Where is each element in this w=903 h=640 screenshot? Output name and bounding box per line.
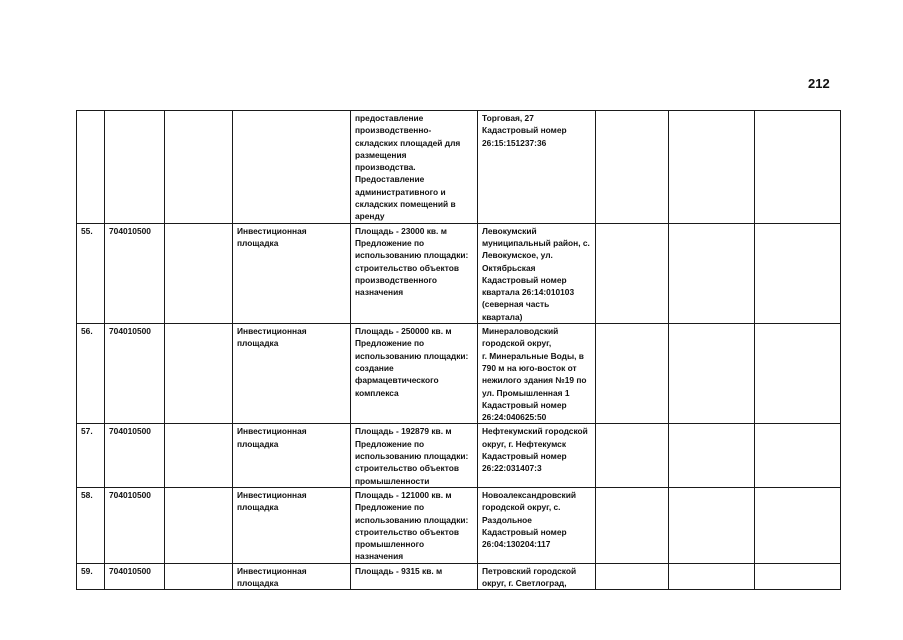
description-cell: Площадь - 192879 кв. м Предложение по использованию площадки: строительство объектов промышленности (351, 424, 478, 487)
empty-cell (596, 111, 669, 224)
type-cell: Инвестиционная площадка (233, 487, 351, 563)
code-cell: 704010500 (105, 223, 165, 323)
empty-cell (165, 111, 233, 224)
row-number-cell: 58. (77, 487, 105, 563)
empty-cell (755, 563, 841, 590)
investment-sites-table (76, 110, 841, 590)
table-row (77, 487, 841, 563)
empty-cell (755, 324, 841, 424)
type-cell (233, 111, 351, 224)
code-cell: 704010500 (105, 324, 165, 424)
empty-cell (669, 111, 755, 224)
empty-cell (165, 223, 233, 323)
empty-cell (669, 563, 755, 590)
empty-cell (669, 424, 755, 487)
table-row (77, 324, 841, 424)
row-number-cell (77, 111, 105, 224)
location-cell: Минераловодский городской округ, г. Минеральные Воды, в 790 м на юго-восток от нежилого здания №19 по ул. Промышленная 1 Кадастровый номер 26:24:040625:50 (478, 324, 596, 424)
location-cell: Торговая, 27 Кадастровый номер 26:15:151237:36 (478, 111, 596, 224)
description-cell: Площадь - 250000 кв. м Предложение по использованию площадки: создание фармацевтического комплекса (351, 324, 478, 424)
code-cell: 704010500 (105, 487, 165, 563)
empty-cell (165, 563, 233, 590)
empty-cell (165, 424, 233, 487)
empty-cell (596, 563, 669, 590)
empty-cell (165, 487, 233, 563)
table-row (77, 223, 841, 323)
empty-cell (669, 223, 755, 323)
empty-cell (165, 324, 233, 424)
empty-cell (596, 324, 669, 424)
row-number-cell: 57. (77, 424, 105, 487)
description-cell: Площадь - 121000 кв. м Предложение по использованию площадки: строительство объектов промышленного назначения (351, 487, 478, 563)
empty-cell (755, 487, 841, 563)
description-cell: предоставление производственно- складских площадей для размещения производства. Предоставление административного и складских помещений в аренду (351, 111, 478, 224)
empty-cell (755, 111, 841, 224)
table-row (77, 424, 841, 487)
row-number-cell: 55. (77, 223, 105, 323)
code-cell: 704010500 (105, 424, 165, 487)
row-number-cell: 59. (77, 563, 105, 590)
code-cell (105, 111, 165, 224)
location-cell: Петровский городской округ, г. Светлоград, (478, 563, 596, 590)
empty-cell (755, 424, 841, 487)
location-cell: Левокумский муниципальный район, с. Левокумское, ул. Октябрьская Кадастровый номер квартала 26:14:010103 (северная часть квартала) (478, 223, 596, 323)
row-number-cell: 56. (77, 324, 105, 424)
description-cell: Площадь - 9315 кв. м (351, 563, 478, 590)
page-number: 212 (808, 76, 830, 91)
empty-cell (596, 223, 669, 323)
table-row (77, 563, 841, 590)
type-cell: Инвестиционная площадка (233, 424, 351, 487)
type-cell: Инвестиционная площадка (233, 223, 351, 323)
type-cell: Инвестиционная площадка (233, 324, 351, 424)
type-cell: Инвестиционная площадка (233, 563, 351, 590)
code-cell: 704010500 (105, 563, 165, 590)
location-cell: Нефтекумский городской округ, г. Нефтекумск Кадастровый номер 26:22:031407:3 (478, 424, 596, 487)
empty-cell (669, 487, 755, 563)
table-row (77, 111, 841, 224)
empty-cell (755, 223, 841, 323)
empty-cell (596, 424, 669, 487)
location-cell: Новоалександровский городской округ, с. Раздольное Кадастровый номер 26:04:130204:117 (478, 487, 596, 563)
empty-cell (669, 324, 755, 424)
description-cell: Площадь - 23000 кв. м Предложение по использованию площадки: строительство объектов производственного назначения (351, 223, 478, 323)
empty-cell (596, 487, 669, 563)
